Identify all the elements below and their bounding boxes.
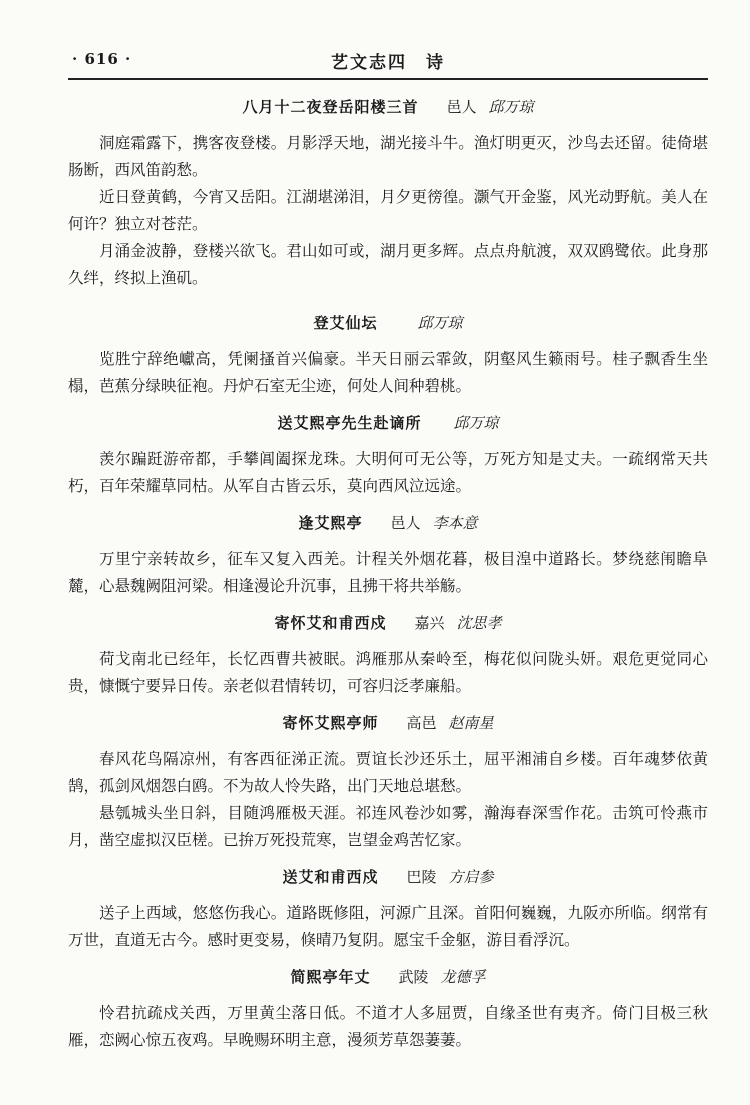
poem-text: 览胜宁辞绝巘高，凭阑搔首兴偏豪。半天日丽云霏敛，阴壑风生籁雨号。桂子飘香生坐榻，芭蕉分绿映征袍。丹炉石室无尘迹，何处人间种碧桃。 [68, 350, 708, 395]
poem-8 [68, 966, 708, 1054]
header-divider [68, 78, 708, 80]
poem-author: 龙德孚 [440, 968, 486, 986]
poem-4 [68, 512, 708, 600]
poem-text: 万里宁亲转故乡，征车又复入西羌。计程关外烟花暮，极目湟中道路长。梦绕慈闱瞻阜麓，心悬魏阙阻河梁。相逢漫论升沉事，且拂干将共举觞。 [68, 550, 708, 595]
page-number: · 616 · [72, 50, 132, 68]
poem-text: 月涌金波静，登楼兴欲飞。君山如可或，湖月更多辉。点点舟航渡，双双鸥鹭依。此身那久绊，终拟上渔矶。 [68, 242, 708, 287]
poem-origin: 嘉兴 [414, 614, 445, 632]
poem-title: 寄怀艾熙亭师 高邑 赵南星 [282, 714, 494, 732]
poem-text: 送子上西域，悠悠伤我心。道路既修阻，河源广且深。首阳何巍巍，九阪亦所临。纲常有万世，直道无古今。感时更变易，倏晴乃复阴。愿宝千金躯，游目看浮沉。 [68, 904, 708, 949]
poem-origin: 巴陵 [406, 868, 437, 886]
poem-title: 送艾和甫西戍 巴陵 方启参 [282, 868, 494, 886]
poem-author: 方启参 [448, 868, 494, 886]
poem-origin: 邑人 [390, 514, 421, 532]
poem-text: 春风花鸟隔凉州，有客西征涕正流。贾谊长沙还乐土，屈平湘浦自乡楼。百年魂梦依黄鹄，孤剑风烟怨白鸥。不为故人怜失路，出门天地总堪愁。 [68, 750, 708, 795]
poem-text: 荷戈南北已经年，长忆西曹共被眠。鸿雁那从秦岭至，梅花似问陇头妍。艰危更觉同心贵，慷慨宁要异日传。亲老似君情转切，可容归泛孝廉船。 [68, 650, 708, 695]
poem-title: 寄怀艾和甫西戍 嘉兴 沈思孝 [274, 614, 502, 632]
poem-origin: 高邑 [406, 714, 437, 732]
poem-6 [68, 712, 708, 854]
poem-text: 洞庭霜露下，携客夜登楼。月影浮天地，湖光接斗牛。渔灯明更灭，沙鸟去还留。徒倚堪肠断，西风笛韵愁。 [68, 134, 708, 179]
poem-author: 赵南星 [448, 714, 494, 732]
page-body [68, 96, 708, 1054]
poem-7 [68, 866, 708, 954]
poem-title: 登艾仙坛 邱万琼 [313, 314, 463, 332]
poem-author: 沈思孝 [456, 614, 502, 632]
poem-title: 逢艾熙亭 邑人 李本意 [298, 514, 478, 532]
running-title: 艺文志四 诗 [331, 53, 445, 73]
poem-5 [68, 612, 708, 700]
poem-origin: 邑人 [446, 98, 477, 116]
poem-text: 悬瓠城头坐日斜，目随鸿雁极天涯。祁连风卷沙如雾，瀚海春深雪作花。击筑可怜燕市月，凿空虚拟汉臣槎。已拚万死投荒寒，岂望金鸡苦忆家。 [68, 804, 708, 849]
poem-author: 李本意 [432, 514, 478, 532]
poem-text: 近日登黄鹤，今宵又岳阳。江湖堪涕泪，月夕更徬徨。灏气开金鉴，风光动野航。美人在何许？独立对苍茫。 [68, 188, 708, 233]
poem-title: 简熙亭年丈 武陵 龙德孚 [290, 968, 486, 986]
poem-text: 怜君抗疏戍关西，万里黄尘落日低。不道才人多屈贾，自缘圣世有夷齐。倚门目极三秋雁，恋阙心惊五夜鸡。早晚赐环明主意，漫须芳草怨萋萋。 [68, 1004, 708, 1049]
poem-2 [68, 312, 708, 400]
poem-author: 邱万琼 [417, 314, 463, 332]
poem-title: 八月十二夜登岳阳楼三首 邑人 邱万琼 [242, 98, 534, 116]
poem-text: 羡尔蹁跹游帝都，手攀阊阖探龙珠。大明何可无公等，万死方知是丈夫。一疏纲常天共朽，百年荣耀草同枯。从军自古皆云乐，莫向西风泣远途。 [68, 450, 708, 495]
poem-author: 邱万琼 [453, 414, 499, 432]
poem-title: 送艾熙亭先生赴谪所 邱万琼 [277, 414, 499, 432]
poem-1 [68, 96, 708, 292]
poem-author: 邱万琼 [488, 98, 534, 116]
poem-3 [68, 412, 708, 500]
page-header [68, 48, 708, 74]
poem-origin: 武陵 [398, 968, 429, 986]
